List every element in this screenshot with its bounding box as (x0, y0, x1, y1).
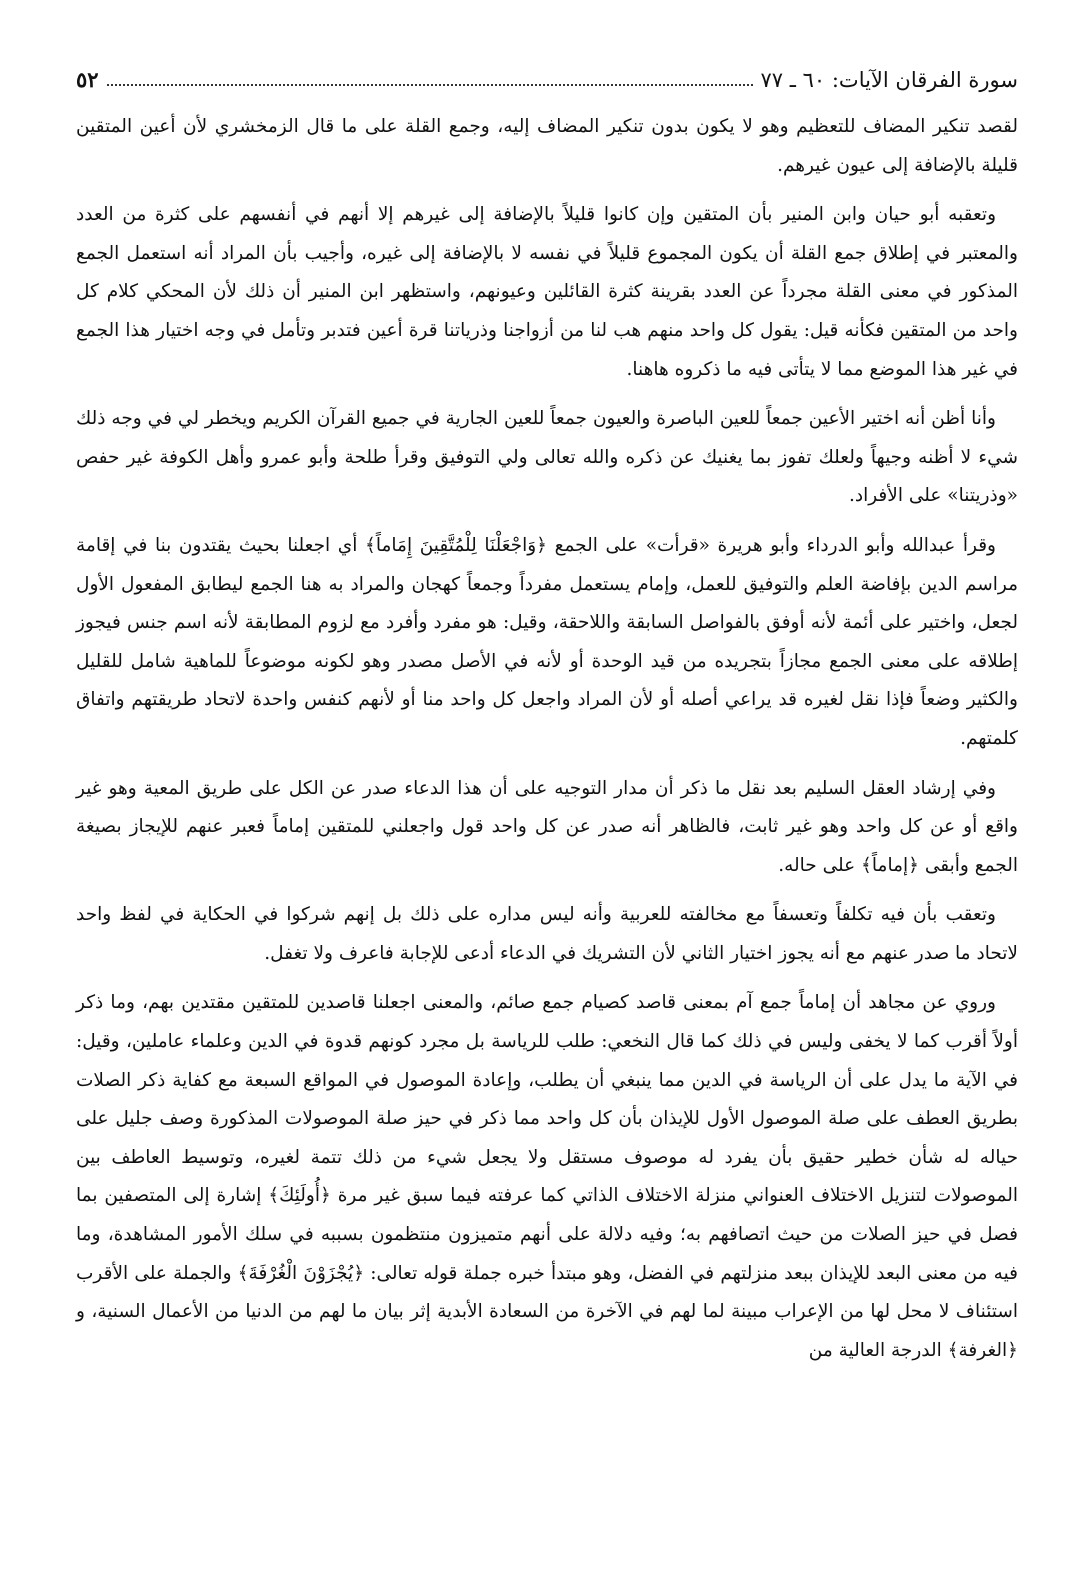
paragraph: وقرأ عبدالله وأبو الدرداء وأبو هريرة «قرأت» على الجمع ﴿وَاجْعَلْنَا لِلْمُتَّقِينَ إِمَاماً﴾ أي اجعلنا بحيث يقتدون بنا في إقامة مراسم الدين بإفاضة العلم والتوفيق للعمل، وإمام يستعمل مفرداً وجمعاً كهجان والمراد به هنا الجمع ليطابق المفعول الأول لجعل، واختير على أئمة لأنه أوفق بالفواصل السابقة واللاحقة، وقيل: هو مفرد وأفرد مع لزوم المطابقة لأنه اسم جنس فيجوز إطلاقه على معنى الجمع مجازاً بتجريده من قيد الوحدة أو لأنه في الأصل مصدر وهو لكونه موضوعاً للماهية شامل للقليل والكثير وضعاً فإذا نقل لغيره قد يراعي أصله أو لأن المراد واجعل كل واحد منا أو لأنهم كنفس واحدة لاتحاد طريقتهم واتفاق كلمتهم. (76, 534, 1018, 749)
paragraph: لقصد تنكير المضاف للتعظيم وهو لا يكون بدون تنكير المضاف إليه، وجمع القلة على ما قال الزمخشري لأن أعين المتقين قليلة بالإضافة إلى عيون غيرهم. (76, 116, 1018, 176)
page-number: ٥٢ (76, 67, 99, 92)
book-page (76, 64, 1018, 1381)
paragraph: وأنا أظن أنه اختير الأعين جمعاً للعين الباصرة والعيون جمعاً للعين الجارية في جميع القرآن الكريم ويخطر لي في وجه ذلك شيء لا أظنه وجيهاً ولعلك تفوز بما يغنيك عن ذكره والله تعالى ولي التوفيق وقرأ طلحة وأبو عمرو وأهل الكوفة غير حفص «وذريتنا» على الأفراد. (76, 408, 1018, 507)
paragraph: وتعقب بأن فيه تكلفاً وتعسفاً مع مخالفته للعربية وأنه ليس مداره على ذلك بل إنهم شركوا في الحكاية في لفظ واحد لاتحاد ما صدر عنهم مع أنه يجوز اختيار الثاني لأن التشريك في الدعاء أدعى للإجابة فاعرف ولا تغفل. (76, 904, 1018, 964)
paragraph: وفي إرشاد العقل السليم بعد نقل ما ذكر أن مدار التوجيه على أن هذا الدعاء صدر عن الكل على طريق المعية وهو غير واقع أو عن كل واحد وهو غير ثابت، فالظاهر أنه صدر عن كل واحد قول واجعلني للمتقين إماماً فعبر عنهم للإيجاز بصيغة الجمع وأبقى ﴿إماماً﴾ على حاله. (76, 777, 1018, 876)
paragraph: وتعقبه أبو حيان وابن المنير بأن المتقين وإن كانوا قليلاً بالإضافة إلى غيرهم إلا أنهم في أنفسهم على كثرة من العدد والمعتبر في إطلاق جمع القلة أن يكون المجموع قليلاً في نفسه لا بالإضافة إلى غيره، وأجيب بأن المراد أنه استعمل الجمع المذكور في معنى القلة مجرداً عن العدد بقرينة كثرة القائلين وعيونهم، واستظهر ابن المنير أن ذلك لأن المحكي كلام كل واحد من المتقين فكأنه قيل: يقول كل واحد منهم هب لنا من أزواجنا وذرياتنا قرة أعين فتدبر وتأمل في وجه اختيار هذا الجمع في غير هذا الموضع مما لا يتأتى فيه ما ذكروه هاهنا. (76, 204, 1018, 380)
surah-title: سورة الفرقان الآيات: ٦٠ ـ ٧٧ (760, 68, 1018, 92)
paragraph: وروي عن مجاهد أن إماماً جمع آم بمعنى قاصد كصيام جمع صائم، والمعنى اجعلنا قاصدين للمتقين مقتدين بهم، وما ذكر أولاً أقرب كما لا يخفى وليس في ذلك كما قال النخعي: طلب للرياسة بل مجرد كونهم قدوة في الدين وعلماء عاملين، وقيل: في الآية ما يدل على أن الرياسة في الدين مما ينبغي أن يطلب، وإعادة الموصول في المواقع السبعة مع كفاية ذكر الصلات بطريق العطف على صلة الموصول الأول للإيذان بأن كل واحد مما ذكر في حيز صلة الموصولات المذكورة وصف جليل على حياله له شأن خطير حقيق بأن يفرد له موصوف مستقل ولا يجعل شيء من ذلك تتمة لغيره، وتوسيط العاطف بين الموصولات لتنزيل الاختلاف العنواني منزلة الاختلاف الذاتي كما عرفته فيما سبق غير مرة ﴿أُولَئِكَ﴾ إشارة إلى المتصفين بما فصل في حيز الصلات من حيث اتصافهم به؛ وفيه دلالة على أنهم متميزون منتظمون بسببه في سلك الأمور المشاهدة، وما فيه من معنى البعد للإيذان ببعد منزلتهم في الفضل، وهو مبتدأ خبره جملة قوله تعالى: ﴿يُجْزَوْنَ الْغُرْفَةَ﴾ والجملة على الأقرب استئناف لا محل لها من الإعراب مبينة لما لهم في الآخرة من السعادة الأبدية إثر بيان ما لهم من الدنيا من الأعمال السنية، و ﴿الغرفة﴾ الدرجة العالية من (76, 992, 1018, 1361)
running-header (76, 64, 1018, 108)
body-text (76, 108, 1018, 1370)
header-dotted-leader (107, 64, 753, 86)
